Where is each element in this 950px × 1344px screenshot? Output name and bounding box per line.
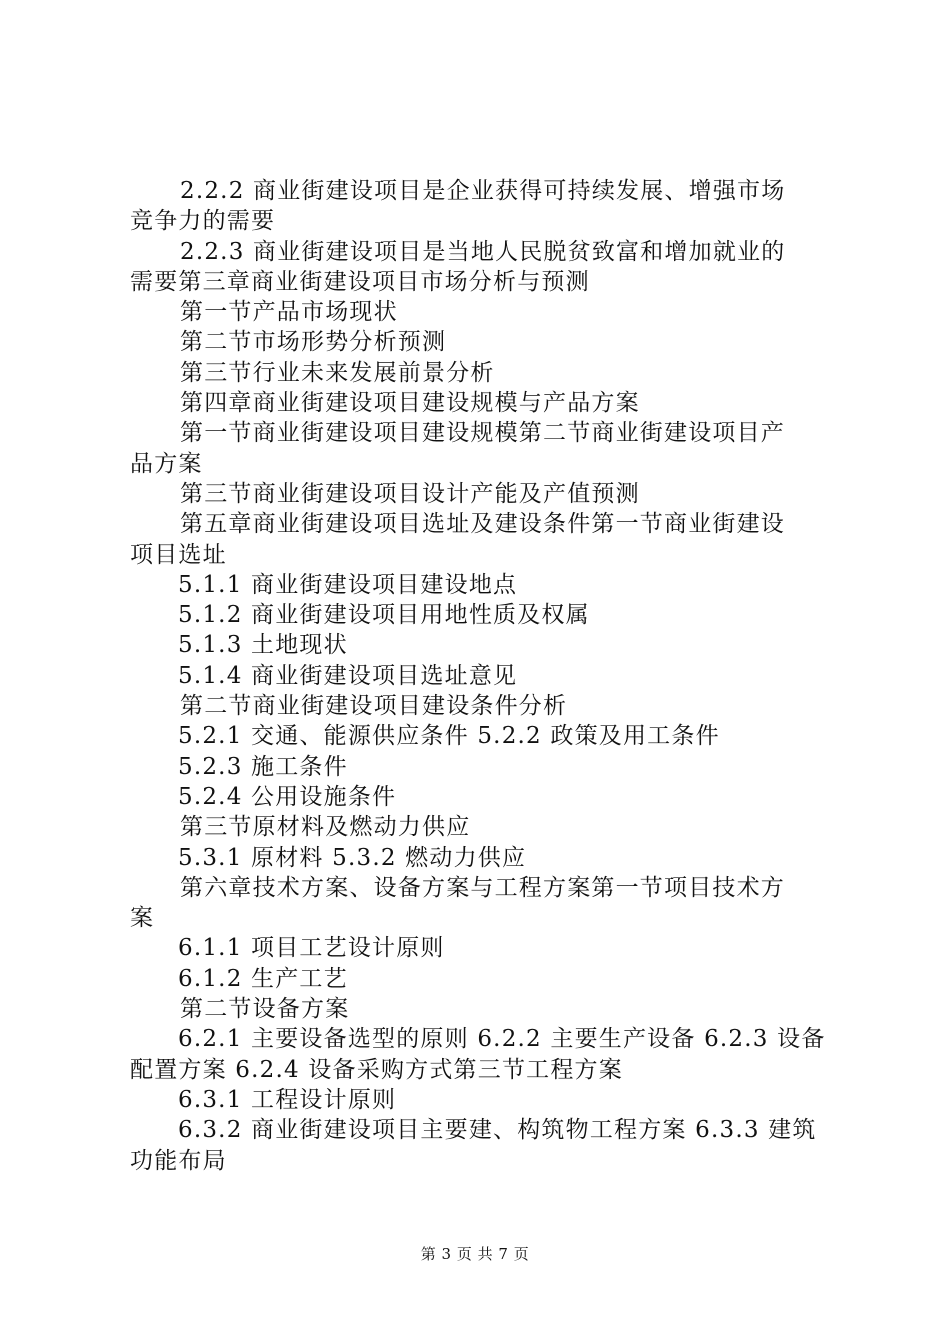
text-line: 第一节商业街建设项目建设规模第二节商业街建设项目产 [180,420,785,447]
text-line: 案 [130,905,155,932]
document-body [130,176,834,1176]
text-line: 配置方案 6.2.4 设备采购方式第三节工程方案 [130,1056,623,1083]
text-line: 项目选址 [130,541,227,568]
text-line: 6.1.2 生产工艺 [178,965,348,992]
text-line: 5.2.3 施工条件 [178,753,348,780]
text-line: 5.2.4 公用设施条件 [178,783,397,810]
text-line: 需要第三章商业街建设项目市场分析与预测 [130,268,590,295]
text-line: 第三节行业未来发展前景分析 [180,359,495,386]
text-line: 第六章技术方案、设备方案与工程方案第一节项目技术方 [180,874,785,901]
text-line: 5.2.1 交通、能源供应条件 5.2.2 政策及用工条件 [178,723,720,750]
text-line: 6.1.1 项目工艺设计原则 [178,935,445,962]
text-line: 竞争力的需要 [130,208,276,235]
text-line: 5.1.2 商业街建设项目用地性质及权属 [178,602,590,629]
text-line: 第三节商业街建设项目设计产能及产值预测 [180,480,640,507]
text-line: 5.1.3 土地现状 [178,632,348,659]
text-line: 第四章商业街建设项目建设规模与产品方案 [180,390,640,417]
text-line: 功能布局 [130,1147,227,1174]
text-line: 6.3.1 工程设计原则 [178,1086,397,1113]
text-line: 6.3.2 商业街建设项目主要建、构筑物工程方案 6.3.3 建筑 [178,1117,817,1144]
text-line: 5.1.1 商业街建设项目建设地点 [178,571,518,598]
text-line: 第三节原材料及燃动力供应 [180,814,471,841]
text-line: 2.2.3 商业街建设项目是当地人民脱贫致富和增加就业的 [180,238,786,265]
text-line: 5.1.4 商业街建设项目选址意见 [178,662,518,689]
page-number-footer: 第 3 页 共 7 页 [420,1245,530,1263]
text-line: 第二节商业街建设项目建设条件分析 [180,693,568,720]
text-line: 2.2.2 商业街建设项目是企业获得可持续发展、增强市场 [180,178,786,204]
text-line: 第二节设备方案 [180,996,350,1023]
text-line: 第五章商业街建设项目选址及建设条件第一节商业街建设 [180,511,785,538]
text-line: 第二节市场形势分析预测 [180,329,447,356]
text-line: 5.3.1 原材料 5.3.2 燃动力供应 [178,844,527,871]
text-line: 品方案 [130,450,203,477]
text-line: 第一节产品市场现状 [180,299,398,326]
text-line: 6.2.1 主要设备选型的原则 6.2.2 主要生产设备 6.2.3 设备 [178,1026,826,1053]
